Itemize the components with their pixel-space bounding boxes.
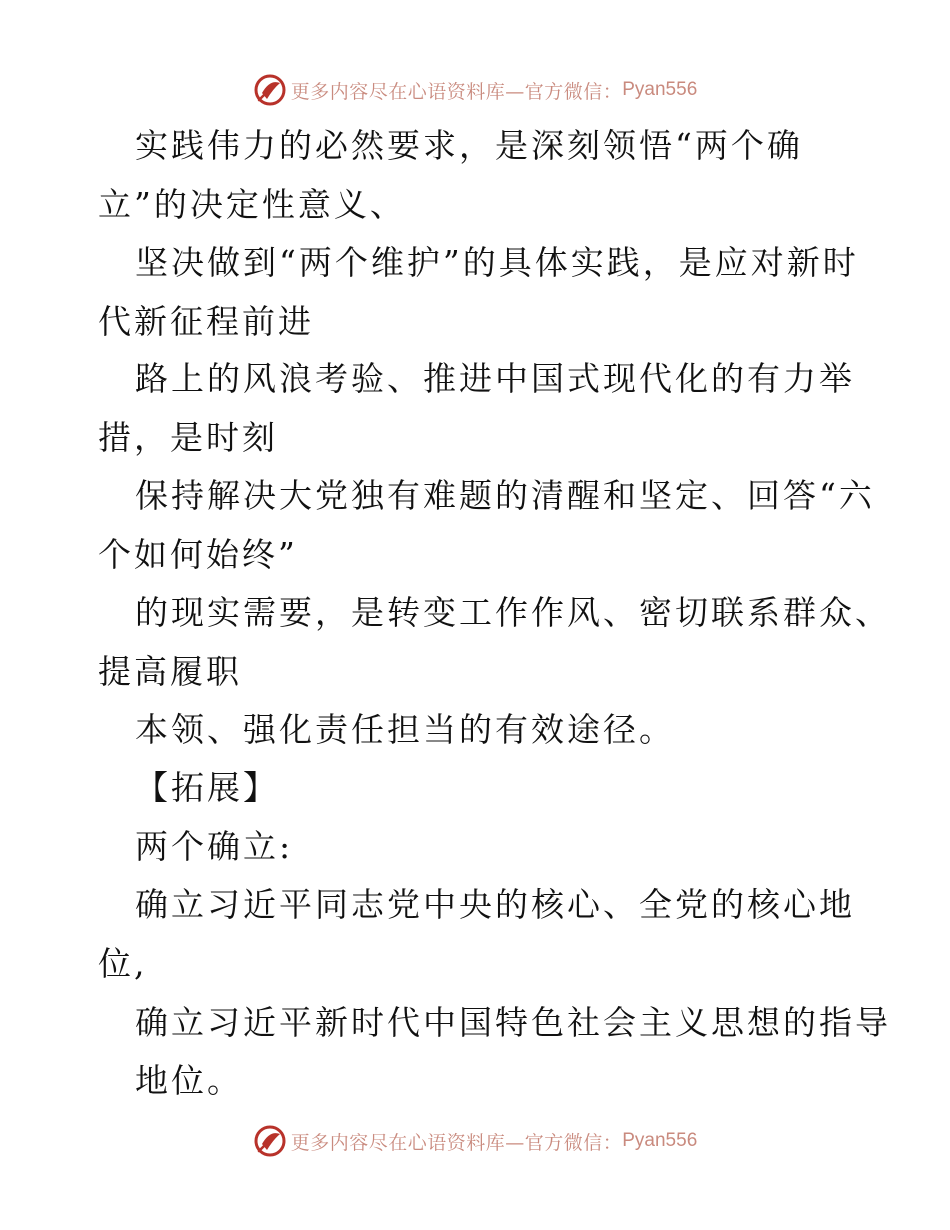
logo-icon: [253, 73, 287, 107]
text-line: 确立习近平新时代中国特色社会主义思想的指导: [135, 1003, 891, 1042]
text-line: 实践伟力的必然要求，是深刻领悟“两个确: [135, 126, 803, 165]
text-line: 个如何始终”: [98, 535, 298, 574]
text-line: 本领、强化责任担当的有效途径。: [135, 710, 675, 749]
text-line: 两个确立:: [135, 827, 294, 866]
text-line: 立”的决定性意义、: [98, 185, 406, 224]
watermark-text: 更多内容尽在心语资料库—官方微信：: [290, 80, 623, 103]
text-line: 的现实需要，是转变工作作风、密切联系群众、: [135, 593, 891, 632]
text-line: 坚决做到“两个维护”的具体实践，是应对新时: [135, 243, 859, 282]
text-line: 路上的风浪考验、推进中国式现代化的有力举: [135, 359, 855, 398]
text-line: 位,: [98, 944, 148, 983]
text-line: 代新征程前进: [98, 302, 314, 341]
header-watermark: [0, 70, 950, 110]
watermark-text: 更多内容尽在心语资料库—官方微信：: [290, 1131, 623, 1154]
text-line: 确立习近平同志党中央的核心、全党的核心地: [135, 885, 855, 924]
footer-watermark: [0, 1121, 950, 1161]
watermark-wechat-id: Pyan556: [622, 79, 698, 100]
text-line: 措，是时刻: [98, 418, 278, 457]
watermark-wechat-id: Pyan556: [622, 1130, 698, 1151]
text-line: 保持解决大党独有难题的清醒和坚定、回答“六: [135, 476, 875, 515]
section-heading: 【拓展】: [135, 768, 279, 807]
text-line: 提高履职: [98, 652, 242, 691]
text-line: 地位。: [135, 1061, 243, 1100]
logo-icon: [253, 1124, 287, 1158]
